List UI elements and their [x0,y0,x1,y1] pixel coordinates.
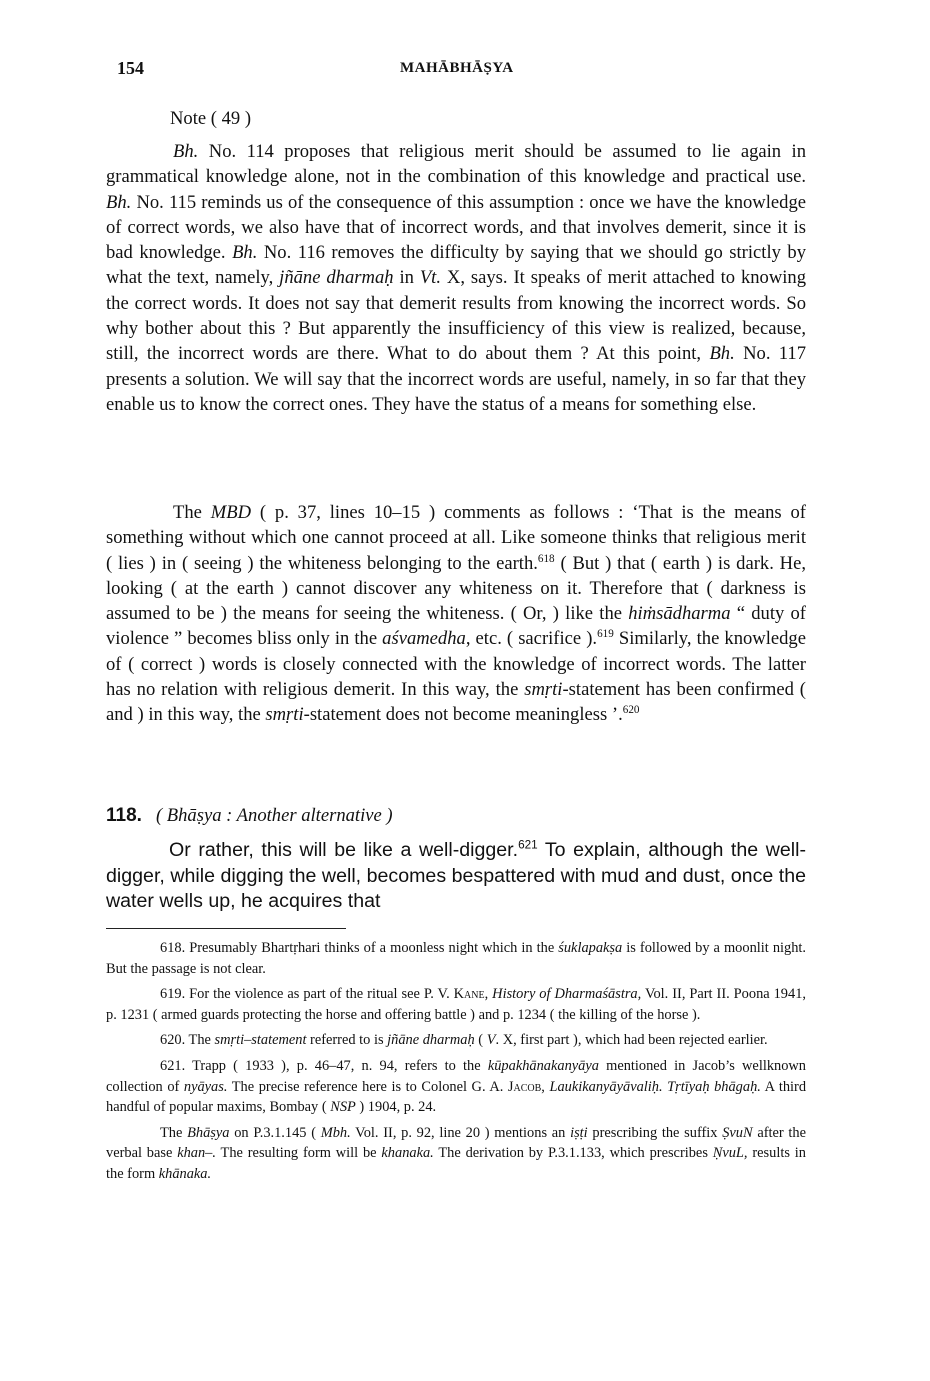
footnote-620: 620. The smṛti–statement referred to is jñāne dharmaḥ ( V. X, first part ), which had been rejected earlier. [160,1032,768,1049]
paragraph-1: Bh. No. 114 proposes that religious merit should be assumed to lie again in grammatical knowledge alone, not in the combination of this knowledge and practical use. Bh. No. 115 reminds us of the consequence of this assumption : once we have the knowledge of correct words, we also have that of incorrect words, and that involves demerit, since it is bad knowledge. Bh. No. 116 removes the difficulty by saying that we should go strictly by what the text, namely, jñāne dharmaḥ in Vt. X, says. It speaks of merit attached to knowing the correct words. It does not say that demerit results from knowing the incorrect words. So why bother about this ? But apparently the insufficiency of this view is realized, because, still, the incorrect words are there. What to do about them ? At this point, Bh. No. 117 presents a solution. We will say that the incorrect words are useful, namely, in so far that they enable us to know the correct ones. They have the status of a means for something else. [106,141,807,415]
paragraph-3: Or rather, this will be like a well-digger.$^{621}$ To explain, although the well-digger, while digging the well, becomes bespattered with mud and dust, once the water wells up, he acquires that [106,838,806,912]
paragraph-2: The MBD ( p. 37, lines 10–15 ) comments as follows : ‘That is the means of something without which one cannot proceed at all. Like someone thinks that religious merit ( lies ) in ( seeing ) the whiteness belonging to the earth.$^{618}$ ( But ) that ( earth ) is dark. He, looking ( at the earth ) cannot discover any whiteness on it. Therefore that ( darkness is assumed to be ) the means for seeing the whiteness. ( Or, ) like the hiṁsādharma “ duty of violence ” becomes bliss only in the aśvamedha, etc. ( sacrifice ).$^{619}$ Similarly, the knowledge of ( correct ) words is closely connected with the knowledge of incorrect words. The latter has no relation with religious demerit. In this way, the smṛti-statement has been confirmed ( and ) in this way, the smṛti-statement does not become meaningless ’.$^{620}$ [106,502,807,726]
running-head: MAHĀBHĀṢYA [400,60,514,76]
footnote-619: 619. For the violence as part of the ritual see P. V. Kane, History of Dharmaśāstra, Vol. II, Part II. Poona 1941, p. 1231 ( armed guards protecting the horse and offering battle ) and p. 1234 ( the killing of the horse ). [106,986,806,1023]
footnote-ref-621: 621 [518,838,538,852]
footnote-621-continued: The Bhāṣya on P.3.1.145 ( Mbh. Vol. II, p. 92, line 20 ) mentions an iṣṭi prescribing the suffix ṢvuN after the verbal base khan–. The resulting form will be khanaka. The derivation by P.3.1.133, which prescribes ṆvuL, results in the form khānaka. [106,1124,806,1182]
footnote-ref-620: 620 [622,704,640,717]
footnotes [106,938,806,1190]
note-heading: Note ( 49 ) [170,108,252,129]
footnote-ref-618: 618 [537,552,555,565]
footnote-rule [106,928,346,929]
footnote-621: 621. Trapp ( 1933 ), p. 46–47, n. 94, refers to the kūpakhānakanyāya mentioned in Jacob’s wellknown collection of nyāyas. The precise reference here is to Colonel G. A. Jacob, Laukikanyāyāvaliḥ. Tṛtīyaḥ bhāgaḥ. A third handful of popular maxims, Bombay ( NSP ) 1904, p. 24. [106,1057,807,1116]
section-number: 118. [106,805,142,826]
page-number: 154 [117,58,144,78]
section-heading-118 [106,805,393,827]
footnote-618: 618. Presumably Bhartṛhari thinks of a moonless night which in the śuklapakṣa is followed by a moonlit night. But the passage is not clear. [106,940,806,977]
section-title: ( Bhāṣya : Another alternative ) [155,805,393,826]
footnote-ref-619: 619 [597,628,614,641]
